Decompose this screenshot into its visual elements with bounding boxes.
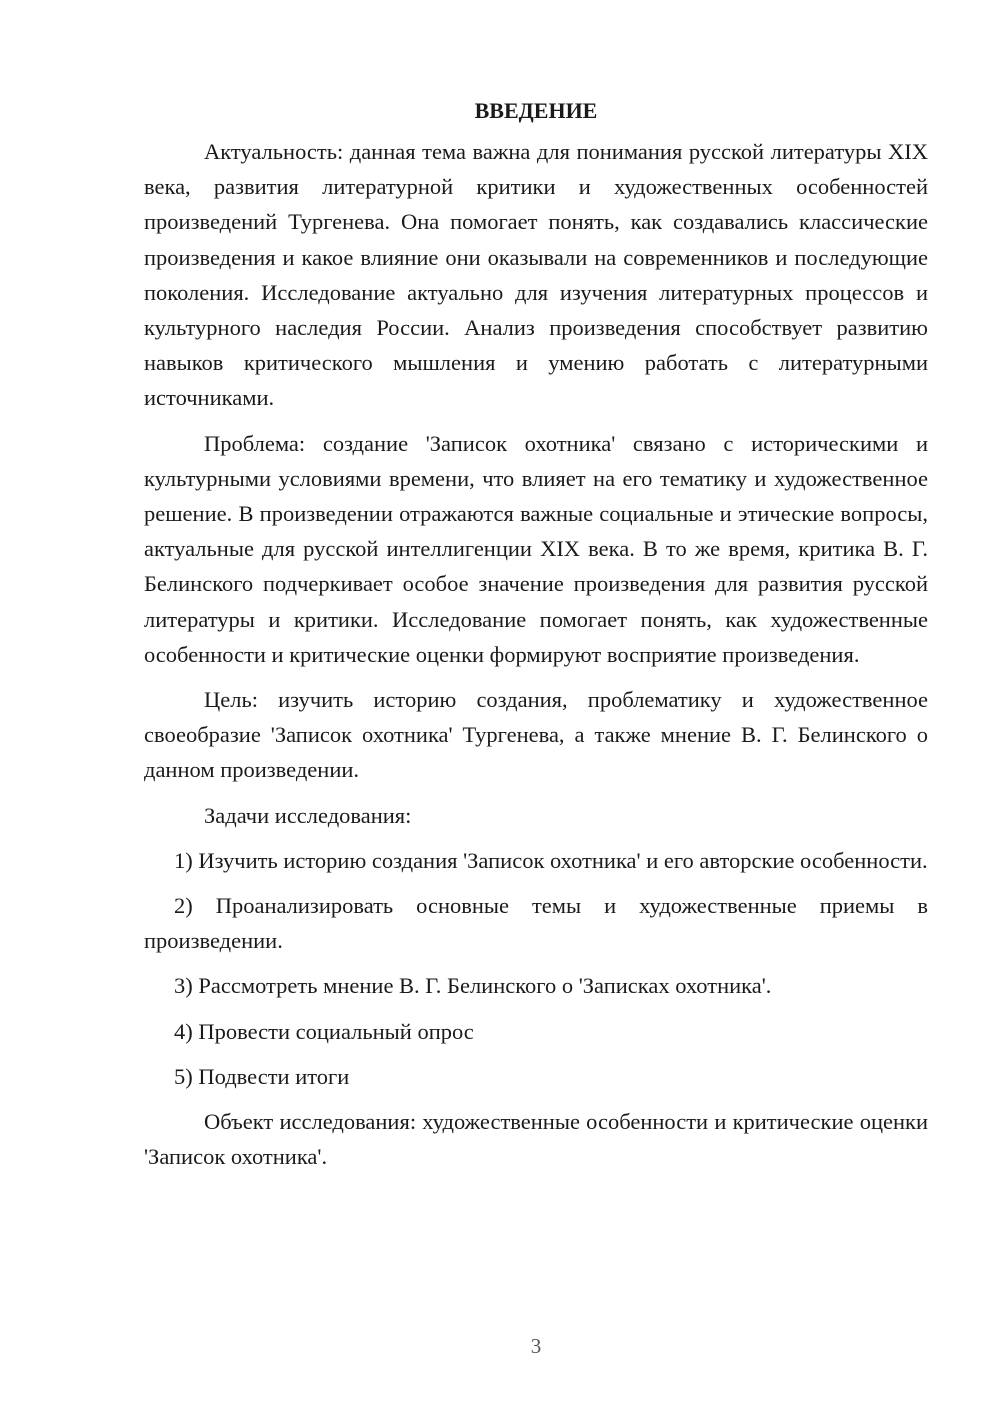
paragraph-problem: Проблема: создание 'Записок охотника' связано с историческими и культурными условиями времени, что влияет на его тематику и художественное решение. В произведении отражаются важные социальные и этические вопросы, актуальные для русской интеллигенции XIX века. В то же время, критика В. Г. Белинского подчеркивает особое значение произведения для развития русской литературы и критики. Исследование помогает понять, как художественные особенности и критические оценки формируют восприятие произведения. bbox=[144, 430, 928, 667]
task-item-4: 4) Провести социальный опрос bbox=[174, 1018, 474, 1044]
paragraph-goal: Цель: изучить историю создания, проблематику и художественное своеобразие 'Записок охотника' Тургенева, а также мнение В. Г. Белинского о данном произведении. bbox=[144, 687, 928, 783]
paragraph-object: Объект исследования: художественные особенности и критические оценки 'Записок охотника'. bbox=[144, 1109, 928, 1170]
task-item-1: 1) Изучить историю создания 'Записок охотника' и его авторские особенности. bbox=[174, 847, 928, 873]
paragraph-relevance: Актуальность: данная тема важна для понимания русской литературы XIX века, развития литературной критики и художественных особенностей произведений Тургенева. Она помогает понять, как создавались классические произведения и какое влияние они оказывали на современников и последующие поколения. Исследование актуально для изучения литературных процессов и культурного наследия России. Анализ произведения способствует развитию навыков критического мышления и умению работать с литературными источниками. bbox=[144, 139, 928, 411]
task-item-2: 2) Проанализировать основные темы и художественные приемы в произведении. bbox=[144, 893, 928, 954]
tasks-list bbox=[144, 843, 928, 1094]
section-title: ВВЕДЕНИЕ bbox=[474, 98, 598, 123]
page-number: 3 bbox=[530, 1334, 542, 1358]
document-page bbox=[144, 96, 928, 1184]
task-item-3: 3) Рассмотреть мнение В. Г. Белинского о 'Записках охотника'. bbox=[174, 973, 772, 999]
tasks-heading: Задачи исследования: bbox=[204, 802, 412, 828]
task-item-5: 5) Подвести итоги bbox=[174, 1063, 350, 1089]
